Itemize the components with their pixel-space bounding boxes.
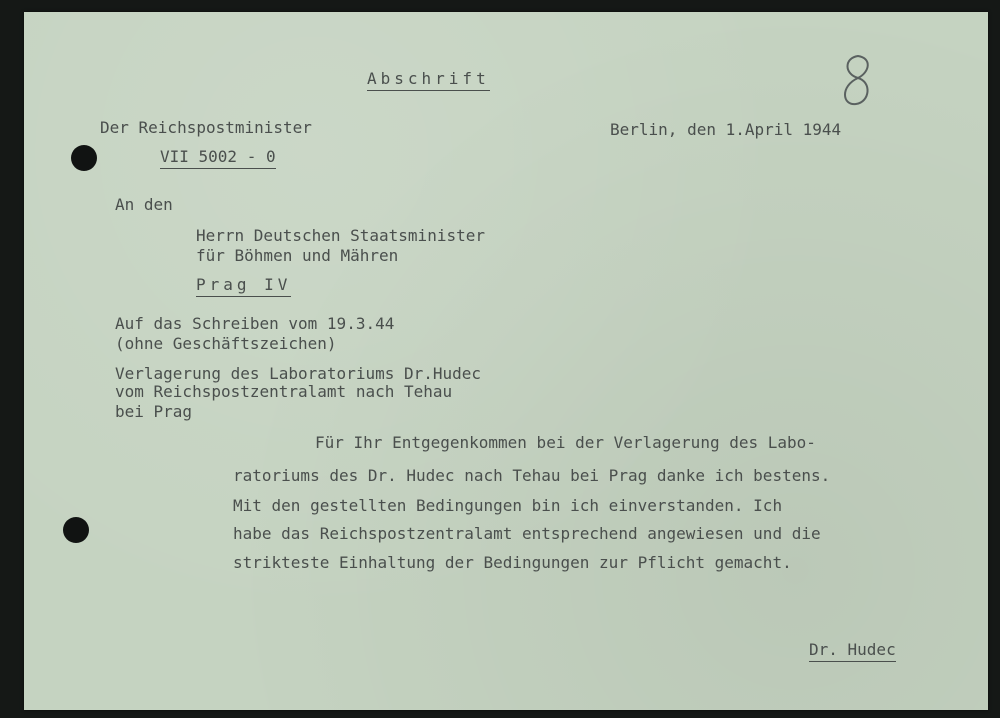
subject-line-3: bei Prag (115, 402, 193, 421)
place-date: Berlin, den 1.April 1944 (610, 120, 842, 139)
recipient-salutation: An den (115, 195, 173, 214)
handwritten-page-number (836, 52, 886, 112)
sender-name: Der Reichspostminister (100, 118, 312, 137)
reference-line-1: Auf das Schreiben vom 19.3.44 (115, 314, 395, 333)
signature: Dr. Hudec (809, 640, 896, 662)
reference-line-2: (ohne Geschäftszeichen) (115, 334, 337, 353)
body-line-2: ratoriums des Dr. Hudec nach Tehau bei Prag danke ich bestens. (233, 466, 831, 485)
body-line-4: habe das Reichspostzentralamt entsprechend angewiesen und die (233, 524, 821, 543)
body-line-1: Für Ihr Entgegenkommen bei der Verlagerung des Labo- (315, 433, 816, 452)
recipient-line-1: Herrn Deutschen Staatsminister (196, 226, 485, 245)
recipient-line-2: für Böhmen und Mähren (196, 246, 399, 265)
reference-number: VII 5002 - 0 (160, 147, 276, 169)
body-line-5: strikteste Einhaltung der Bedingungen zur Pflicht gemacht. (233, 553, 792, 572)
body-line-3: Mit den gestellten Bedingungen bin ich einverstanden. Ich (233, 496, 783, 515)
recipient-city: Prag IV (196, 275, 291, 297)
document-title: Abschrift (367, 69, 490, 91)
subject-line-2: vom Reichspostzentralamt nach Tehau (115, 382, 453, 401)
punch-hole-bottom (63, 517, 89, 543)
subject-line-1: Verlagerung des Laboratoriums Dr.Hudec (115, 364, 482, 383)
punch-hole-top (71, 145, 97, 171)
document-page (24, 12, 988, 710)
